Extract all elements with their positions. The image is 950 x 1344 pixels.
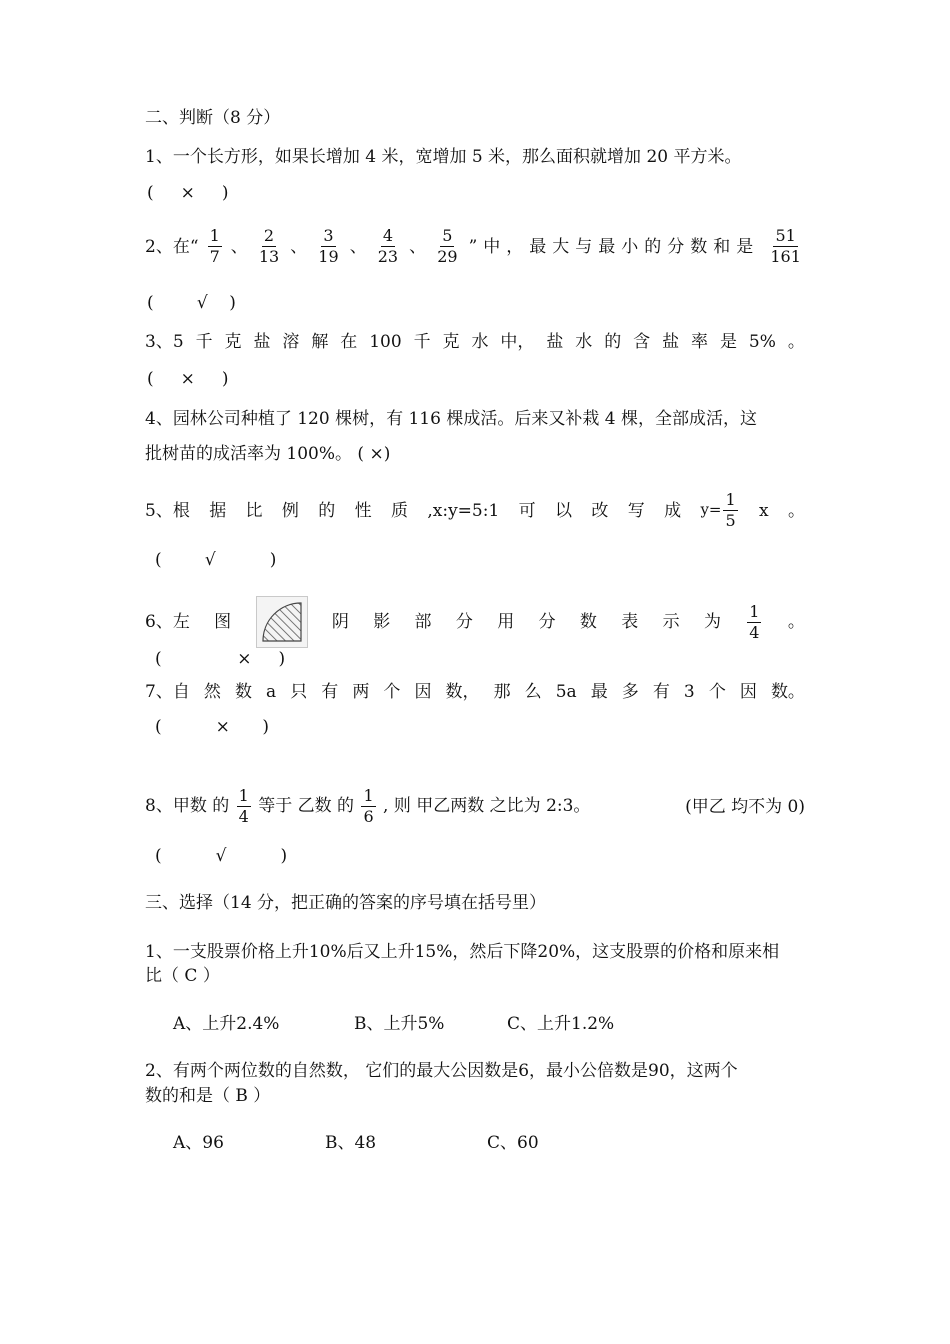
choice-1-option-c: C、上升1.2%: [507, 1014, 615, 1034]
question-3-text: 3、5 千 克 盐 溶 解 在 100 千 克 水 中， 盐 水 的 含 盐 率 是 5% 。: [145, 332, 805, 352]
question-4-line1: 4、园林公司种植了 120 棵树，有 116 棵成活。后来又补栽 4 棵，全部成活，这: [145, 409, 757, 429]
choice-2-option-a: A、96: [173, 1133, 224, 1153]
question-8-text: 8、甲数 的 $\frac{1}{4}$ 等于 乙数 的 $\frac{1}{6}$ , 则 甲乙两数 之比为 2:3。 (甲乙 均不为 0): [145, 786, 805, 826]
question-6-text: 6、左 图 阴 影 部 分 用 分 数 表 示 为 $\frac{1}{4}$ 。: [145, 596, 805, 648]
fraction: $\frac{1}{4}$: [238, 786, 249, 826]
question-1-text: 1、一个长方形，如果长增加 4 米，宽增加 5 米，那么面积就增加 20 平方米。: [145, 147, 742, 167]
question-8-answer: ( √ ): [155, 846, 288, 866]
question-8-note: (甲乙 均不为 0): [685, 796, 805, 817]
question-6-answer: ( × ): [155, 649, 286, 669]
choice-2-option-c: C、60: [487, 1133, 539, 1153]
question-2-mid: ”中，最大与最小的分数和是: [468, 236, 760, 257]
question-1-answer: ( × ): [147, 183, 229, 203]
question-7-text: 7、自 然 数 a 只 有 两 个 因 数， 那 么 5a 最 多 有 3 个 因 数。: [145, 682, 805, 702]
choice-2-line2: 数的和是（ B ）: [145, 1086, 271, 1106]
choice-2-line1: 2、有两个两位数的自然数， 它们的最大公因数是6，最小公倍数是90，这两个: [145, 1061, 738, 1081]
choice-1-line2: 比（ C ）: [145, 966, 220, 986]
question-2-answer: ( √ ): [147, 293, 236, 313]
fraction: $\frac{1}{5}$: [725, 490, 736, 530]
question-2-prefix: 2、在“: [145, 236, 199, 257]
fraction: $\frac{4}{23}$: [377, 226, 399, 266]
question-2-text: 2、在“ $\frac{1}{7}$ 、 $\frac{2}{13}$ 、 $\frac{3}{19}$ 、 $\frac{4}{23}$ 、 $\frac{5}{29}$ ”中，最大与最小的分数和是 $\frac{51}{161}$: [145, 226, 801, 266]
fraction: $\frac{1}{7}$: [209, 226, 220, 266]
shaded-quarter-circle-figure: [256, 596, 308, 648]
question-5-answer: ( √ ): [155, 550, 277, 570]
result-fraction: $\frac{51}{161}$: [770, 226, 801, 266]
question-7-answer: ( × ): [155, 717, 269, 737]
fraction: $\frac{3}{19}$: [318, 226, 339, 266]
fraction: $\frac{5}{29}$: [437, 226, 458, 266]
choice-1-option-b: B、上升5%: [354, 1014, 445, 1034]
fraction: $\frac{1}{4}$: [749, 601, 760, 642]
question-3-answer: ( × ): [147, 369, 229, 389]
quarter-circle-icon: [257, 597, 307, 647]
fraction: $\frac{1}{6}$: [363, 786, 374, 826]
fraction: $\frac{2}{13}$: [258, 226, 280, 266]
choice-1-line1: 1、一支股票价格上升10%后又上升15%，然后下降20%，这支股票的价格和原来相: [145, 942, 780, 962]
section-title-judgement: 二、判断（8 分）: [145, 108, 281, 128]
choice-2-option-b: B、48: [325, 1133, 377, 1153]
question-4-line2: 批树苗的成活率为 100%。 ( ×): [145, 444, 391, 464]
section-title-choice: 三、选择（14 分，把正确的答案的序号填在括号里）: [145, 893, 547, 913]
question-5-text: 5、根 据 比 例 的 性 质 ,x:y=5:1 可 以 改 写 成 y= $\frac{1}{5}$ x 。: [145, 490, 805, 530]
choice-1-option-a: A、上升2.4%: [173, 1014, 280, 1034]
